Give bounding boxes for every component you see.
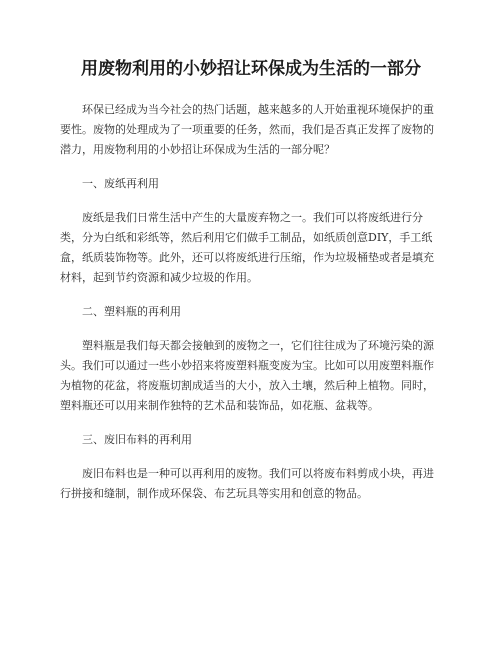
document-title: 用废物利用的小妙招让环保成为生活的一部分 bbox=[81, 59, 421, 79]
intro-paragraph: 环保已经成为当今社会的热门话题，越来越多的人开始重视环境保护的重要性。废物的处理成为了一项重要的任务，然而，我们是否真正发挥了废物的潜力，用废物利用的小妙招让环保成为生活的一部分呢？ bbox=[60, 103, 434, 156]
section-body-old-fabric: 废旧布料也是一种可以再利用的废物。我们可以将废布料剪成小块，再进行拼接和缝制，制作成环保袋、布艺玩具等实用和创意的物品。 bbox=[60, 467, 434, 500]
section-body-plastic-bottles: 塑料瓶是我们每天都会接触到的废物之一，它们往往成为了环境污染的源头。我们可以通过一些小妙招来将废塑料瓶变废为宝。比如可以用废塑料瓶作为植物的花盆，将废瓶切割成适当的大小，放入土壤，然后种上植物。同时，塑料瓶还可以用来制作独特的艺术品和装饰品，如花瓶、盆栽等。 bbox=[60, 339, 434, 412]
section-heading-old-fabric: 三、废旧布料的再利用 bbox=[82, 433, 192, 446]
section-heading-plastic-bottles: 二、塑料瓶的再利用 bbox=[82, 305, 181, 318]
section-heading-waste-paper: 一、废纸再利用 bbox=[82, 177, 159, 190]
section-body-waste-paper: 废纸是我们日常生活中产生的大量废弃物之一。我们可以将废纸进行分类，分为白纸和彩纸等，然后利用它们做手工制品，如纸质创意DIY，手工纸盒，纸质装饰物等。此外，还可以将废纸进行压缩，作为垃圾桶垫或者是填充材料，起到节约资源和减少垃圾的作用。 bbox=[60, 211, 434, 284]
